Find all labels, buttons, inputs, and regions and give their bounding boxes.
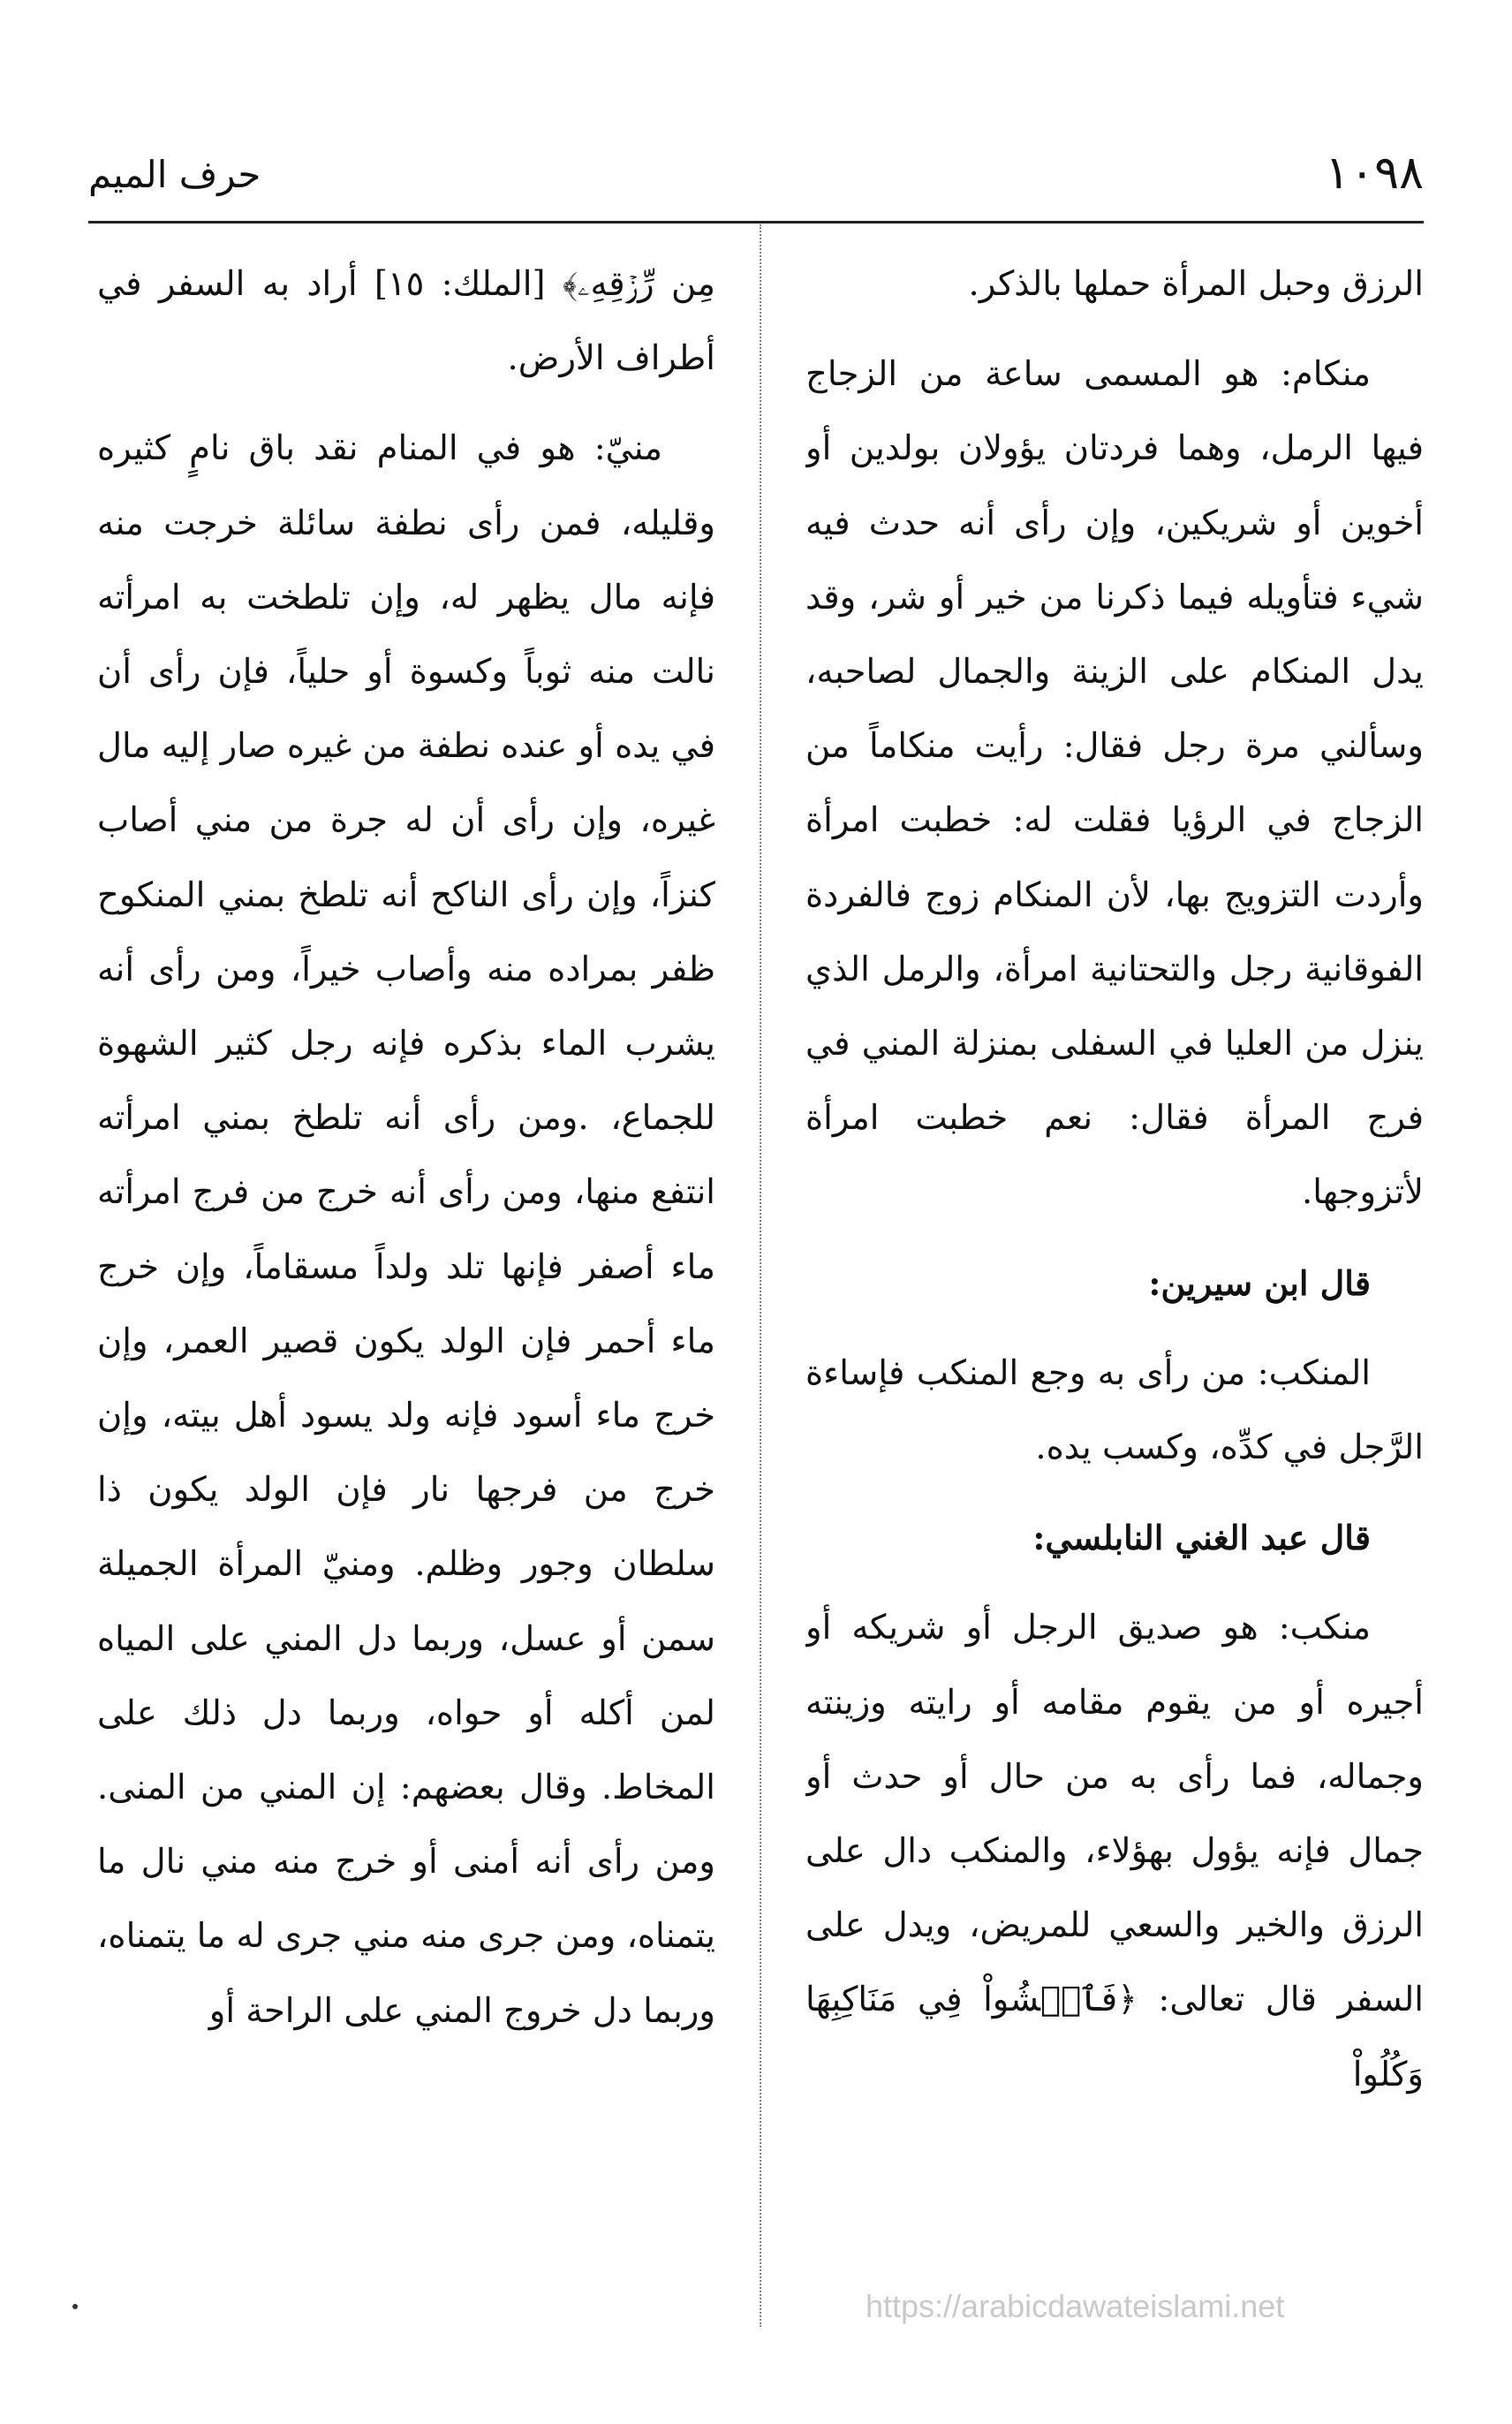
paragraph-gap <box>805 1575 1424 1591</box>
entry-mani: منيّ: هو في المنام نقد باق نامٍ كثيره وقليله، فمن رأى نطفة سائلة خرجت منه فإنه مال يظهر له، وإن تلطخت به امرأته نالت منه ثوباً وكسوة أو حلياً، فإن رأى أن في يده أو عنده نطفة من غيره صار إليه مال غيره، وإن رأى أن له جرة من مني أصاب كنزاً، وإن رأى الناكح أنه تلطخ بمني المنكوح ظفر بمراده منه وأصاب خيراً، ومن رأى أنه يشرب الماء بذكره فإنه رجل كثير الشهوة للجماع، .ومن رأى أنه تلطخ بمني امرأته انتفع منها، ومن رأى أنه خرج من فرج امرأته ماء أصفر فإنها تلد ولداً مسقاماً، وإن خرج ماء أحمر فإن الولد يكون قصير العمر، وإن خرج ماء أسود فإنه ولد يسود أهل بيته، وإن خرج من فرجها نار فإن الولد يكون ذا سلطان وجور وظلم. ومنيّ المرأة الجميلة سمن أو عسل، وربما دل المني على المياه لمن أكله أو حواه، وربما دل ذلك على المخاط. وقال بعضهم: إن المني من المنى. ومن رأى أنه أمنى أو خرج منه مني نال ما يتمناه، ومن جرى منه مني جرى له ما يتمناه، وربما دل خروج المني على الراحة أو <box>97 428 715 2031</box>
paragraph-gap <box>97 396 715 412</box>
entry-minkam: منكام: هو المسمى ساعة من الزجاج فيها الرمل، وهما فردتان يؤولان بولدين أو أخوين أو شريكين، وإن رأى أنه حدث فيه شيء فتأويله فيما ذكرنا من خير أو شر، وقد يدل المنكام على الزينة والجمال لصاحبه، وسألني مرة رجل فقال: رأيت منكاماً من الزجاج في الرؤيا فقلت له: خطبت امرأة وأردت التزويج بها، لأن المنكام زوج فالفردة الفوقانية رجل والتحتانية امرأة، والرمل الذي ينزل من العليا في السفلى بمنزلة المني في فرج المرأة فقال: نعم خطبت امرأة لأتزوجها. <box>805 354 1424 1213</box>
right-column-opening: الرزق وحبل المرأة حملها بالذكر. <box>968 264 1424 304</box>
watermark-url: https://arabicdawateislami.net <box>866 2288 1285 2324</box>
right-column <box>805 247 1424 2332</box>
heading-ibn-sirin: قال ابن سيرين: <box>1148 1262 1371 1303</box>
page-number: ١٠٩٨ <box>1325 147 1424 200</box>
entry-mankib-nabulsi: منكب: هو صديق الرجل أو شريكه أو أجيره أو من يقوم مقامه أو رايته وزينته وجماله، فما رأى به من حال أو حدث أو جمال فإنه يؤول بهؤلاء، والمنكب دال على الرزق والخير والسعي للمريض، ويدل على السفر قال تعالى: ﴿فَٱمۡشُواْ فِي مَنَاكِبِهَا وَكُلُواْ <box>805 1608 1424 2094</box>
paragraph-gap <box>805 1321 1424 1337</box>
entry-mankib: المنكب: من رأى به وجع المنكب فإساءة الرَّجل في كدِّه، وكسب يده. <box>805 1352 1424 1468</box>
left-column <box>97 247 715 2332</box>
header-rule <box>88 221 1424 223</box>
left-column-opening: مِن رِّزۡقِهِۦ﴾ [الملك: ١٥] أراد به السفر في أطراف الأرض. <box>97 264 715 379</box>
heading-nabulsi: قال عبد الغني النابلسي: <box>1032 1518 1371 1558</box>
column-divider <box>760 224 761 2327</box>
paragraph-gap <box>805 1485 1424 1501</box>
running-header-title: حرف الميم <box>88 153 261 196</box>
paragraph-gap <box>805 322 1424 337</box>
scan-speck <box>72 2304 78 2309</box>
paragraph-gap <box>805 1231 1424 1246</box>
